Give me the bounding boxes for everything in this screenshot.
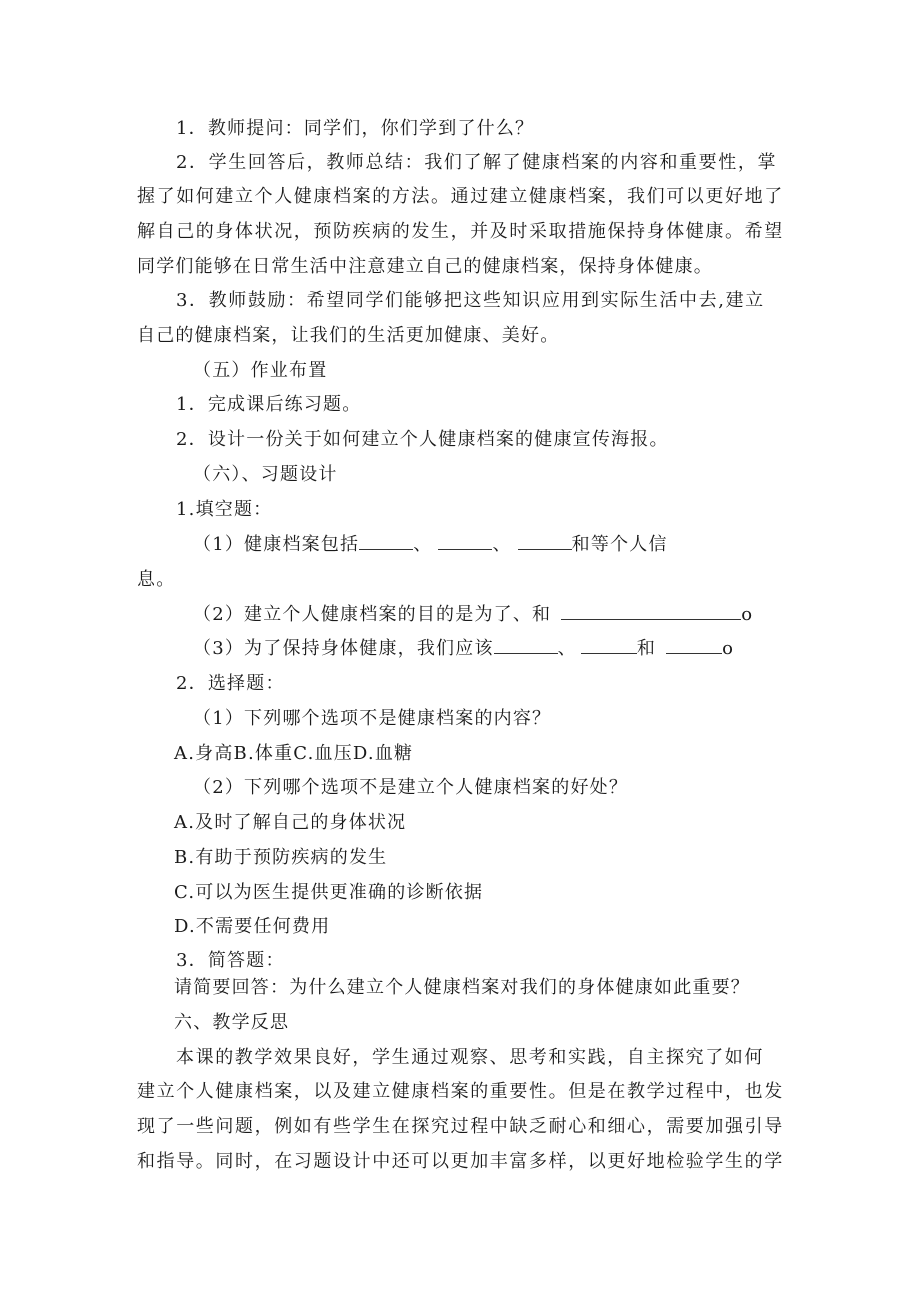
summary-item-2-line-3: 解自己的身体状况，预防疾病的发生，并及时采取措施保持身体健康。希望 (137, 221, 784, 242)
summary-item-2-line-2: 握了如何建立个人健康档案的方法。通过建立健康档案，我们可以更好地了 (137, 186, 784, 207)
separator: 、 (413, 534, 433, 555)
choice-question-2: （2）下列哪个选项不是建立个人健康档案的好处？ (193, 777, 629, 798)
answer-blank (666, 637, 722, 654)
summary-item-2-line-4: 同学们能够在日常生活中注意建立自己的健康档案，保持身体健康。 (137, 256, 713, 277)
fill-question-3-text: （3）为了保持身体健康，我们应该 (193, 638, 494, 659)
choice-title: 2．选择题： (176, 673, 285, 694)
and-word: 和 (636, 638, 657, 659)
fill-question-3 (193, 634, 734, 660)
fill-question-1-text: （1）健康档案包括 (193, 534, 360, 555)
reflection-line-2: 建立个人健康档案，以及建立健康档案的重要性。但是在教学过程中，也发 (137, 1081, 784, 1102)
short-answer-question: 请简要回答：为什么建立个人健康档案对我们的身体健康如此重要？ (174, 977, 750, 998)
answer-blank (494, 637, 558, 654)
answer-blank (438, 533, 492, 550)
exercise-heading: （六）、习题设计 (193, 464, 338, 485)
fill-question-1-tail: 和等个人信 (571, 534, 668, 555)
end-mark: o (741, 604, 754, 625)
fill-question-2 (193, 600, 753, 626)
end-mark: o (722, 638, 735, 659)
homework-item-1: 1．完成课后练习题。 (176, 394, 362, 415)
choice-option-b: B.有助于预防疾病的发生 (174, 847, 388, 868)
separator: 、 (557, 638, 577, 659)
reflection-line-3: 现了一些问题，例如有些学生在探究过程中缺乏耐心和细心，需要加强引导 (137, 1116, 784, 1137)
answer-blank (561, 603, 741, 620)
reflection-line-4: 和指导。同时，在习题设计中还可以更加丰富多样，以更好地检验学生的学 (137, 1151, 784, 1172)
choice-option-c: C.可以为医生提供更准确的诊断依据 (174, 882, 484, 903)
choice-question-1: （1）下列哪个选项不是健康档案的内容？ (193, 708, 552, 729)
homework-heading: （五）作业布置 (193, 360, 328, 381)
reflection-heading: 六、教学反思 (174, 1012, 290, 1033)
answer-blank (581, 637, 637, 654)
homework-item-2: 2．设计一份关于如何建立个人健康档案的健康宣传海报。 (176, 429, 669, 450)
separator: 、 (492, 534, 512, 555)
answer-blank (518, 533, 572, 550)
fill-question-1-line-2: 息。 (137, 569, 176, 590)
choice-option-d: D.不需要任何费用 (174, 916, 331, 937)
fill-blank-title: 1.填空题： (176, 499, 273, 520)
answer-blank (359, 533, 413, 550)
fill-question-2-text: （2）建立个人健康档案的目的是为了、和 (193, 604, 552, 625)
choice-question-1-options: A.身高B.体重C.血压D.血糖 (174, 743, 414, 764)
short-answer-title: 3．简答题： (176, 950, 285, 971)
reflection-line-1: 本课的教学效果良好，学生通过观察、思考和实践，自主探究了如何 (176, 1047, 764, 1068)
summary-item-3: 3．教师鼓励：希望同学们能够把这些知识应用到实际生活中去,建立 (176, 290, 765, 311)
summary-item-1: 1．教师提问：同学们，你们学到了什么？ (176, 118, 535, 139)
summary-item-3-line-2: 自己的健康档案，让我们的生活更加健康、美好。 (137, 325, 560, 346)
choice-option-a: A.及时了解自己的身体状况 (174, 812, 407, 833)
fill-question-1 (193, 530, 668, 556)
summary-item-2: 2．学生回答后，教师总结：我们了解了健康档案的内容和重要性，掌 (176, 152, 778, 173)
